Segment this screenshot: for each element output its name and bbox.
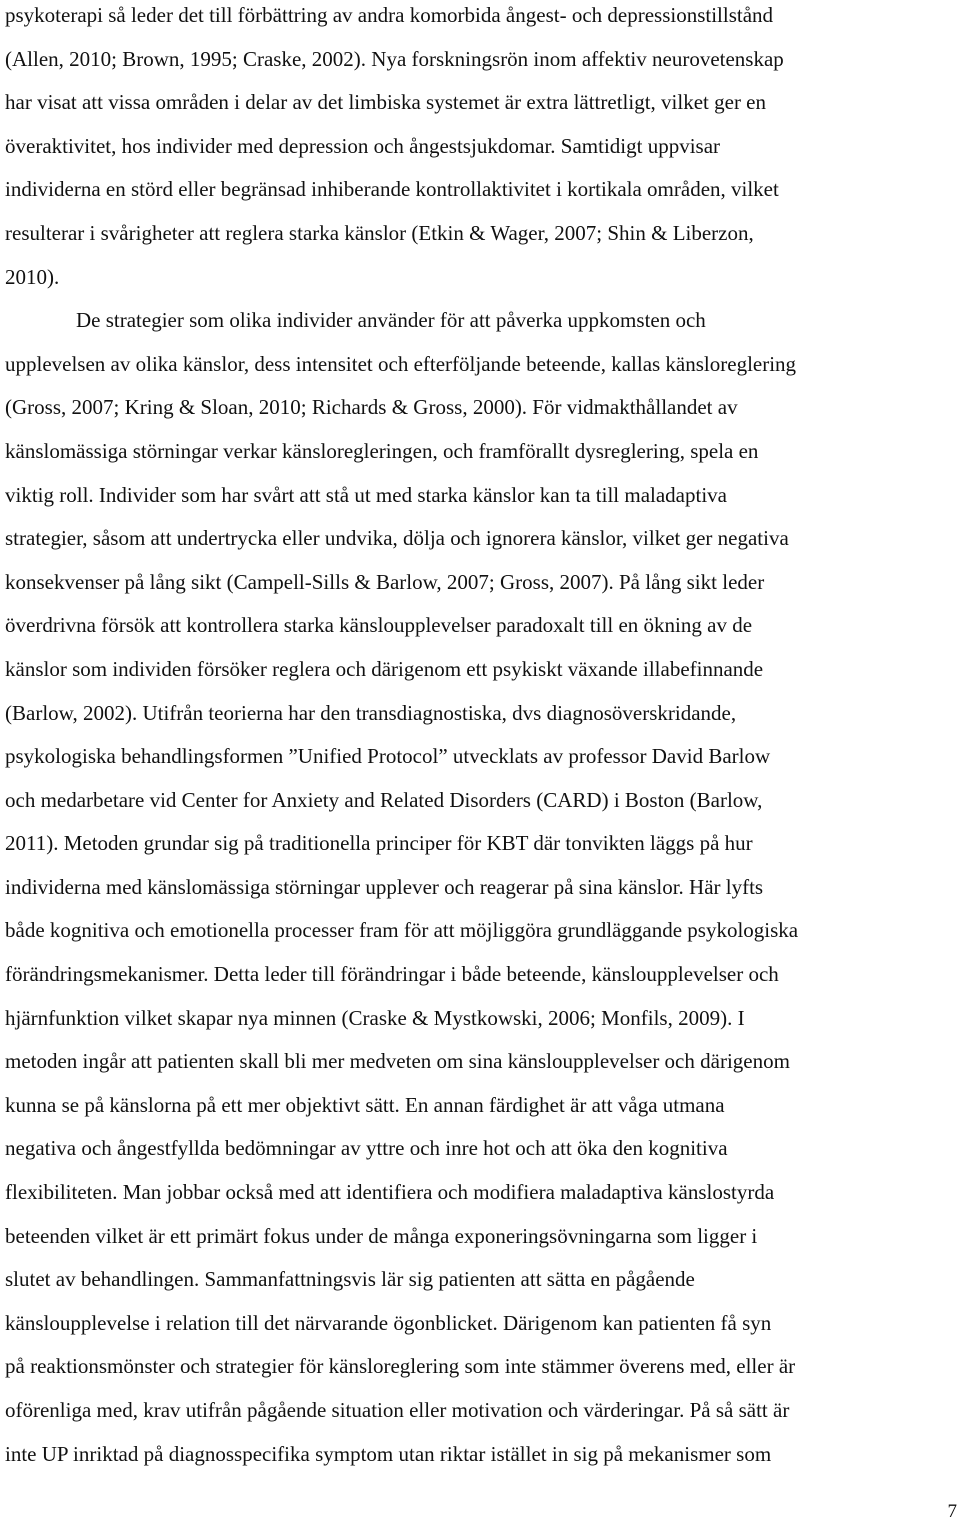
text-line: både kognitiva och emotionella processer fram för att möjliggöra grundläggande psykologiska: [5, 918, 799, 943]
text-line: flexibiliteten. Man jobbar också med att identifiera och modifiera maladaptiva känslostyrda: [5, 1180, 775, 1205]
text-line: upplevelsen av olika känslor, dess intensitet och efterföljande beteende, kallas känsloreglering: [5, 351, 797, 376]
text-line: psykoterapi så leder det till förbättring av andra komorbida ångest- och depressionstillstånd: [5, 3, 774, 27]
text-line: psykologiska behandlingsformen ”Unified Protocol” utvecklats av professor David Barlow: [5, 744, 771, 769]
text-line: 2010).: [5, 264, 60, 289]
text-line: konsekvenser på lång sikt (Campell-Sills & Barlow, 2007; Gross, 2007). På lång sikt leder: [5, 569, 765, 594]
text-line: på reaktionsmönster och strategier för känsloreglering som inte stämmer överens med, eller är: [5, 1354, 796, 1379]
text-line: kunna se på känslorna på ett mer objektivt sätt. En annan färdighet är att våga utmana: [5, 1092, 725, 1117]
text-line: negativa och ångestfyllda bedömningar av yttre och inre hot och att öka den kognitiva: [5, 1136, 728, 1161]
paragraph-first-line: De strategier som olika individer använder för att påverka uppkomsten och: [76, 308, 706, 333]
text-line: och medarbetare vid Center for Anxiety and Related Disorders (CARD) i Boston (Barlow,: [5, 787, 763, 812]
text-line: känslomässiga störningar verkar känsloregleringen, och framförallt dysreglering, spela en: [5, 438, 759, 463]
text-line: förändringsmekanismer. Detta leder till förändringar i både beteende, känsloupplevelser och: [5, 962, 779, 987]
text-line: har visat att vissa områden i delar av det limbiska systemet är extra lättretligt, vilket ger en: [5, 90, 767, 115]
text-line: hjärnfunktion vilket skapar nya minnen (Craske & Mystkowski, 2006; Monfils, 2009). I: [5, 1005, 745, 1030]
text-line: överdrivna försök att kontrollera starka känsloupplevelser paradoxalt till en ökning av de: [5, 613, 753, 638]
text-line: viktig roll. Individer som har svårt att stå ut med starka känslor kan ta till maladaptiva: [5, 482, 727, 507]
text-line: 2011). Metoden grundar sig på traditionella principer för KBT där tonvikten läggs på hur: [5, 831, 753, 856]
text-line: (Barlow, 2002). Utifrån teorierna har den transdiagnostiska, dvs diagnosöverskridande,: [5, 700, 737, 725]
text-line: känslor som individen försöker reglera och därigenom ett psykiskt växande illabefinnande: [5, 656, 764, 681]
page-number: 7: [947, 1501, 957, 1522]
text-line: överaktivitet, hos individer med depression och ångestsjukdomar. Samtidigt uppvisar: [5, 133, 721, 158]
text-line: metoden ingår att patienten skall bli mer medveten om sina känsloupplevelser och därigenom: [5, 1049, 790, 1074]
text-line: slutet av behandlingen. Sammanfattningsvis lär sig patienten att sätta en pågående: [5, 1267, 695, 1292]
text-line: oförenliga med, krav utifrån pågående situation eller motivation och värderingar. På så sätt är: [5, 1398, 790, 1422]
text-line: individerna med känslomässiga störningar upplever och reagerar på sina känslor. Här lyfts: [5, 874, 764, 899]
text-line: (Allen, 2010; Brown, 1995; Craske, 2002). Nya forskningsrön inom affektiv neurovetenskap: [5, 46, 784, 71]
text-line: inte UP inriktad på diagnosspecifika symptom utan riktar istället in sig på mekanismer som: [5, 1441, 772, 1466]
text-line: individerna en störd eller begränsad inhiberande kontrollaktivitet i kortikala områden, vilket: [5, 177, 779, 202]
text-line: strategier, såsom att undertrycka eller undvika, dölja och ignorera känslor, vilket ger negativa: [5, 526, 789, 551]
text-line: beteenden vilket är ett primärt fokus under de många exponeringsövningarna som ligger i: [5, 1223, 758, 1248]
text-line: (Gross, 2007; Kring & Sloan, 2010; Richards & Gross, 2000). För vidmakthållandet av: [5, 395, 738, 420]
text-line: känsloupplevelse i relation till det närvarande ögonblicket. Därigenom kan patienten få syn: [5, 1310, 772, 1335]
text-line: resulterar i svårigheter att reglera starka känslor (Etkin & Wager, 2007; Shin & Liberzon,: [5, 220, 754, 245]
document-body: [5, 0, 960, 1482]
